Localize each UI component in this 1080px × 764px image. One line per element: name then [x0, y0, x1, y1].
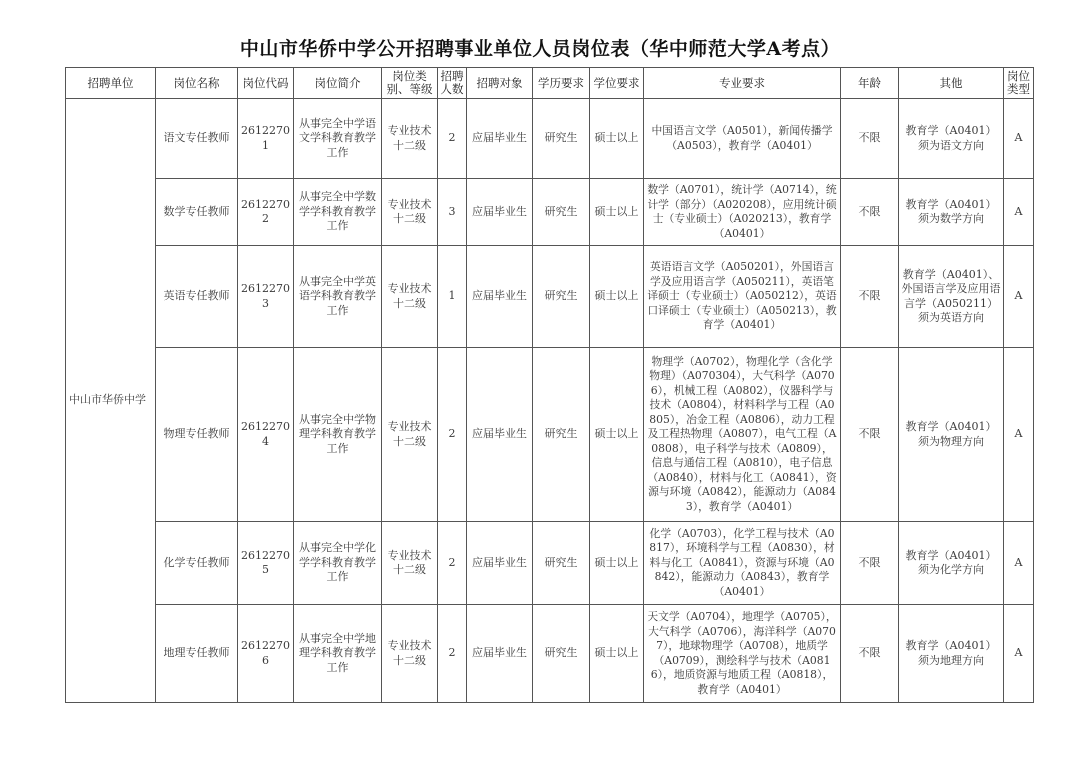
table-row — [66, 246, 1034, 348]
table-row — [66, 179, 1034, 246]
position-name: 地理专任教师 — [156, 605, 238, 703]
recruit-target: 应届毕业生 — [467, 246, 533, 348]
recruit-target: 应届毕业生 — [467, 605, 533, 703]
position-grade: 专业技术十二级 — [382, 99, 438, 179]
table-row — [66, 522, 1034, 605]
position-intro: 从事完全中学语文学科教育教学工作 — [294, 99, 382, 179]
education-req: 研究生 — [533, 99, 590, 179]
job-positions-table — [65, 67, 1034, 703]
position-type: A — [1004, 522, 1034, 605]
other-req: 教育学（A0401）须为语文方向 — [899, 99, 1004, 179]
unit-cell: 中山市华侨中学 — [66, 99, 156, 703]
position-code: 26122701 — [238, 99, 294, 179]
position-intro: 从事完全中学英语学科教育教学工作 — [294, 246, 382, 348]
header-type: 岗位类型 — [1004, 68, 1034, 99]
header-target: 招聘对象 — [467, 68, 533, 99]
header-education: 学历要求 — [533, 68, 590, 99]
header-unit: 招聘单位 — [66, 68, 156, 99]
header-age: 年龄 — [841, 68, 899, 99]
page-title: 中山市华侨中学公开招聘事业单位人员岗位表（华中师范大学A考点） — [239, 38, 841, 60]
other-req: 教育学（A0401）须为地理方向 — [899, 605, 1004, 703]
recruit-count: 2 — [438, 348, 467, 522]
degree-req: 硕士以上 — [590, 179, 644, 246]
age-req: 不限 — [841, 99, 899, 179]
table-row — [66, 605, 1034, 703]
recruit-count: 3 — [438, 179, 467, 246]
age-req: 不限 — [841, 179, 899, 246]
position-name: 语文专任教师 — [156, 99, 238, 179]
header-position-intro: 岗位简介 — [294, 68, 382, 99]
position-code: 26122703 — [238, 246, 294, 348]
recruit-count: 2 — [438, 522, 467, 605]
major-req: 物理学（A0702），物理化学（含化学物理）（A070304），大气科学（A0706），机械工程（A0802），仪器科学与技术（A0804），材料科学与工程（A0805），冶金工程（A0806），动力工程及工程热物理（A0807），电气工程（A0808），电子科学与技术（A0809），信息与通信工程（A0810），电子信息（A0840），材料与化工（A0841），资源与环境（A0842），能源动力（A0843），教育学（A0401） — [644, 348, 841, 522]
degree-req: 硕士以上 — [590, 605, 644, 703]
table-row — [66, 348, 1034, 522]
position-type: A — [1004, 99, 1034, 179]
position-name: 英语专任教师 — [156, 246, 238, 348]
position-intro: 从事完全中学地理学科教育教学工作 — [294, 605, 382, 703]
education-req: 研究生 — [533, 179, 590, 246]
table-row — [66, 99, 1034, 179]
other-req: 教育学（A0401）、外国语言学及应用语言学（A050211）须为英语方向 — [899, 246, 1004, 348]
degree-req: 硕士以上 — [590, 522, 644, 605]
position-code: 26122704 — [238, 348, 294, 522]
position-grade: 专业技术十二级 — [382, 246, 438, 348]
header-other: 其他 — [899, 68, 1004, 99]
recruit-target: 应届毕业生 — [467, 99, 533, 179]
position-code: 26122706 — [238, 605, 294, 703]
position-code: 26122705 — [238, 522, 294, 605]
education-req: 研究生 — [533, 348, 590, 522]
age-req: 不限 — [841, 348, 899, 522]
recruit-target: 应届毕业生 — [467, 179, 533, 246]
header-major: 专业要求 — [644, 68, 841, 99]
position-name: 化学专任教师 — [156, 522, 238, 605]
header-row — [66, 68, 1034, 99]
other-req: 教育学（A0401）须为物理方向 — [899, 348, 1004, 522]
age-req: 不限 — [841, 522, 899, 605]
position-intro: 从事完全中学化学学科教育教学工作 — [294, 522, 382, 605]
age-req: 不限 — [841, 605, 899, 703]
position-grade: 专业技术十二级 — [382, 522, 438, 605]
header-position-grade: 岗位类别、等级 — [382, 68, 438, 99]
other-req: 教育学（A0401）须为数学方向 — [899, 179, 1004, 246]
position-grade: 专业技术十二级 — [382, 605, 438, 703]
major-req: 天文学（A0704），地理学（A0705），大气科学（A0706），海洋科学（A0707），地球物理学（A0708），地质学（A0709），测绘科学与技术（A0816），地质资源与地质工程（A0818），教育学（A0401） — [644, 605, 841, 703]
recruit-target: 应届毕业生 — [467, 522, 533, 605]
position-type: A — [1004, 605, 1034, 703]
degree-req: 硕士以上 — [590, 99, 644, 179]
major-req: 数学（A0701），统计学（A0714），统计学（部分）（A020208），应用统计硕士（专业硕士）（A020213），教育学（A0401） — [644, 179, 841, 246]
position-name: 数学专任教师 — [156, 179, 238, 246]
position-grade: 专业技术十二级 — [382, 348, 438, 522]
education-req: 研究生 — [533, 605, 590, 703]
education-req: 研究生 — [533, 522, 590, 605]
recruit-target: 应届毕业生 — [467, 348, 533, 522]
position-intro: 从事完全中学数学学科教育教学工作 — [294, 179, 382, 246]
position-type: A — [1004, 348, 1034, 522]
header-degree: 学位要求 — [590, 68, 644, 99]
other-req: 教育学（A0401）须为化学方向 — [899, 522, 1004, 605]
degree-req: 硕士以上 — [590, 348, 644, 522]
major-req: 中国语言文学（A0501），新闻传播学（A0503），教育学（A0401） — [644, 99, 841, 179]
age-req: 不限 — [841, 246, 899, 348]
header-position-code: 岗位代码 — [238, 68, 294, 99]
position-type: A — [1004, 246, 1034, 348]
position-grade: 专业技术十二级 — [382, 179, 438, 246]
recruit-count: 2 — [438, 605, 467, 703]
major-req: 英语语言文学（A050201），外国语言学及应用语言学（A050211），英语笔译硕士（专业硕士）（A050212），英语口译硕士（专业硕士）（A050213），教育学（A0401） — [644, 246, 841, 348]
recruit-count: 1 — [438, 246, 467, 348]
recruit-count: 2 — [438, 99, 467, 179]
header-position-name: 岗位名称 — [156, 68, 238, 99]
position-code: 26122702 — [238, 179, 294, 246]
position-type: A — [1004, 179, 1034, 246]
major-req: 化学（A0703），化学工程与技术（A0817），环境科学与工程（A0830），材料与化工（A0841），资源与环境（A0842），能源动力（A0843），教育学（A0401） — [644, 522, 841, 605]
position-name: 物理专任教师 — [156, 348, 238, 522]
education-req: 研究生 — [533, 246, 590, 348]
position-intro: 从事完全中学物理学科教育教学工作 — [294, 348, 382, 522]
header-count: 招聘人数 — [438, 68, 467, 99]
degree-req: 硕士以上 — [590, 246, 644, 348]
